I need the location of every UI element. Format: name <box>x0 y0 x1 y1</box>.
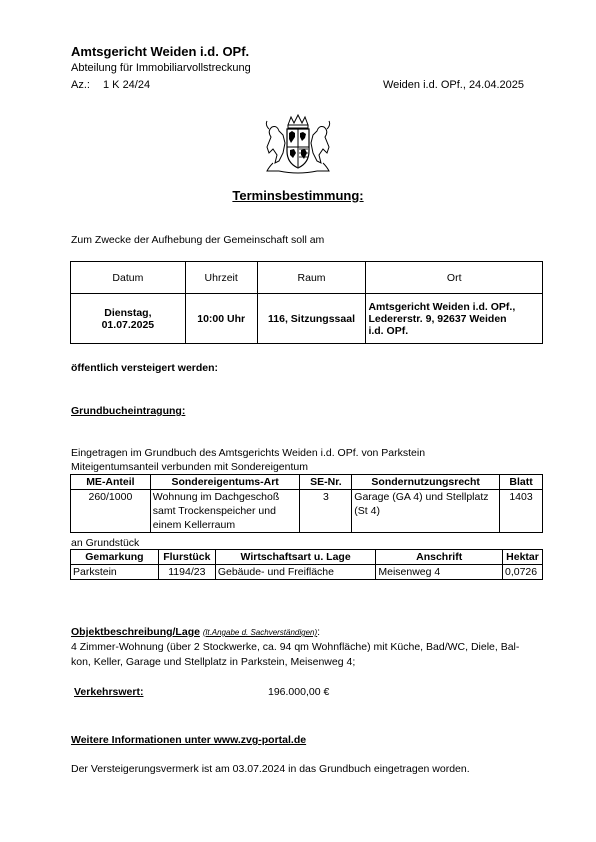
usage-line: Garage (GA 4) und Stellplatz <box>354 491 489 503</box>
hectare-value: 0,0726 <box>502 565 542 580</box>
se-nr-value: 3 <box>300 490 352 533</box>
object-heading-note: (lt.Angabe d. Sachverständigen) <box>202 628 318 637</box>
case-number: 1 K 24/24 <box>103 79 151 91</box>
plot-label: an Grundstück <box>71 537 140 549</box>
header-room: Raum <box>257 262 366 294</box>
ownership-header-row <box>71 475 543 490</box>
header-usage: Sondernutzungsrecht <box>352 475 500 490</box>
table-row <box>71 565 543 580</box>
plot-header-row <box>71 550 543 565</box>
page-title: Terminsbestimmung: <box>232 188 364 203</box>
type-value <box>150 490 300 533</box>
land-register-heading: Grundbucheintragung: <box>71 405 186 417</box>
appointment-header-row <box>71 262 543 294</box>
date-value: 01.07.2025 <box>101 318 155 331</box>
type-line: einem Kellerraum <box>152 519 236 531</box>
district-value: Parkstein <box>71 565 159 580</box>
market-value-label: Verkehrswert: <box>74 686 144 698</box>
header-share: ME-Anteil <box>71 475 151 490</box>
date-weekday: Dienstag, <box>104 306 152 319</box>
register-note: Der Versteigerungsvermerk ist am 03.07.2024 in das Grundbuch eingetragen worden. <box>71 763 470 775</box>
object-heading-text: Objektbeschreibung/Lage <box>71 626 200 638</box>
plot-table <box>70 549 543 580</box>
usage-value <box>352 490 500 533</box>
table-row <box>71 490 543 533</box>
more-info-link[interactable]: Weitere Informationen unter www.zvg-portal.de <box>71 734 307 746</box>
header-parcel: Flurstück <box>158 550 215 565</box>
bavarian-coat-of-arms-icon <box>263 113 333 175</box>
land-register-line: Eingetragen im Grundbuch des Amtsgerichts Weiden i.d. OPf. von Parkstein <box>71 447 426 459</box>
sheet-value: 1403 <box>500 490 543 533</box>
header-sheet: Blatt <box>500 475 543 490</box>
land-register-line: Miteigentumsanteil verbunden mit Sondereigentum <box>71 461 308 473</box>
object-heading-colon: : <box>317 626 321 638</box>
header-time: Uhrzeit <box>185 262 257 294</box>
appointment-time: 10:00 Uhr <box>185 294 257 344</box>
object-description-line: kon, Keller, Garage und Stellplatz in Parkstein, Meisenweg 4; <box>71 656 356 668</box>
case-number-label: Az.: <box>71 79 90 91</box>
header-date: Datum <box>71 262 186 294</box>
header-hectare: Hektar <box>502 550 542 565</box>
sold-text: öffentlich versteigert werden: <box>71 362 219 374</box>
appointment-row <box>71 294 543 344</box>
header-district: Gemarkung <box>71 550 159 565</box>
appointment-place <box>366 294 543 344</box>
address-value: Meisenweg 4 <box>376 565 503 580</box>
place-date: Weiden i.d. OPf., 24.04.2025 <box>382 79 524 91</box>
place-line: Amtsgericht Weiden i.d. OPf., <box>368 300 516 313</box>
ownership-table <box>70 474 543 533</box>
land-use-value: Gebäude- und Freifläche <box>215 565 376 580</box>
header-type: Sondereigentums-Art <box>150 475 300 490</box>
place-line: i.d. OPf. <box>368 324 409 337</box>
intro-text: Zum Zwecke der Aufhebung der Gemeinschaft soll am <box>71 234 325 246</box>
appointment-date <box>71 294 186 344</box>
header-se-nr: SE-Nr. <box>300 475 352 490</box>
market-value: 196.000,00 € <box>268 686 330 698</box>
type-line: Wohnung im Dachgeschoß <box>152 491 280 503</box>
header-address: Anschrift <box>376 550 503 565</box>
appointment-table <box>70 261 543 344</box>
object-description-line: 4 Zimmer-Wohnung (über 2 Stockwerke, ca. 94 qm Wohnfläche) mit Küche, Bad/WC, Diele, Bal- <box>71 641 520 653</box>
appointment-room: 116, Sitzungssaal <box>257 294 366 344</box>
type-line: samt Trockenspeicher und <box>152 505 276 517</box>
header-land-use: Wirtschaftsart u. Lage <box>215 550 376 565</box>
share-value: 260/1000 <box>71 490 151 533</box>
place-line: Ledererstr. 9, 92637 Weiden <box>368 312 507 325</box>
usage-line: (St 4) <box>354 505 380 517</box>
header-place: Ort <box>366 262 543 294</box>
department: Abteilung für Immobiliarvollstreckung <box>71 62 251 74</box>
object-heading <box>71 626 320 638</box>
parcel-value: 1194/23 <box>158 565 215 580</box>
court-name: Amtsgericht Weiden i.d. OPf. <box>71 44 250 59</box>
